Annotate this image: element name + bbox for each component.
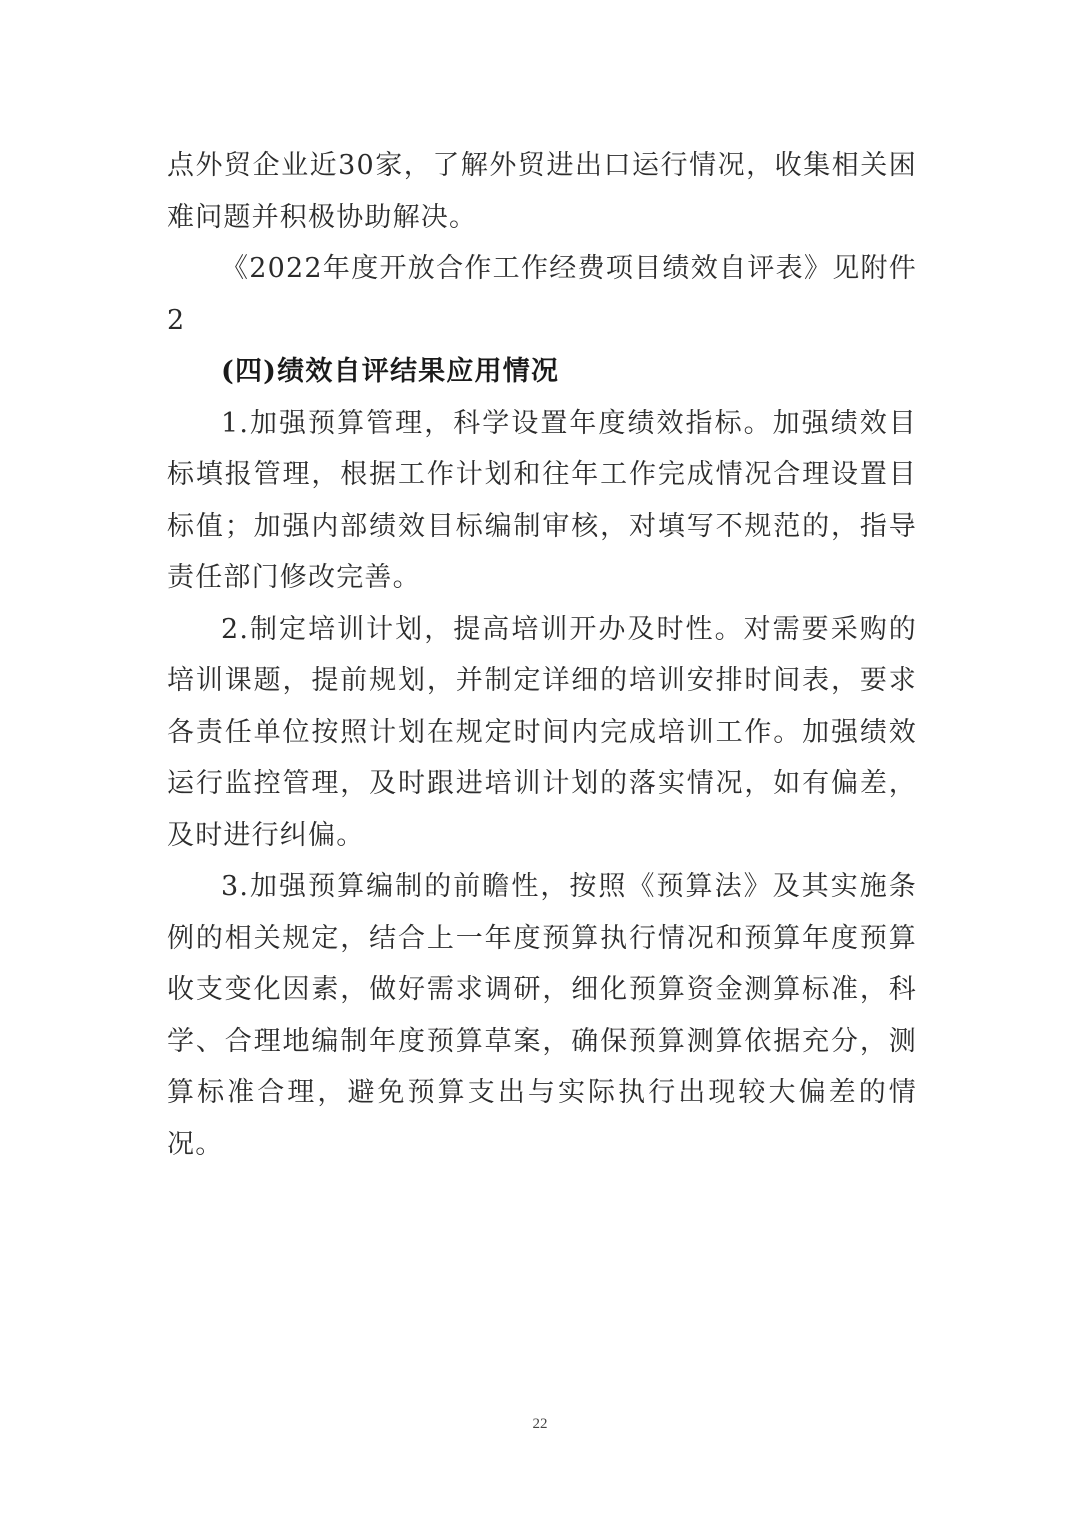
document-body: [167, 140, 917, 1170]
paragraph-item-2: 2.制定培训计划，提高培训开办及时性。对需要采购的培训课题，提前规划，并制定详细的培训安排时间表，要求各责任单位按照计划在规定时间内完成培训工作。加强绩效运行监控管理，及时跟进培训计划的落实情况，如有偏差，及时进行纠偏。: [167, 613, 917, 851]
paragraph-item-3: 3.加强预算编制的前瞻性，按照《预算法》及其实施条例的相关规定，结合上一年度预算执行情况和预算年度预算收支变化因素，做好需求调研，细化预算资金测算标准，科学、合理地编制年度预算草案，确保预算测算依据充分，测算标准合理，避免预算支出与实际执行出现较大偏差的情况。: [167, 871, 917, 1160]
page-number: 22: [532, 1416, 548, 1432]
paragraph-attachment-reference: 《2022年度开放合作工作经费项目绩效自评表》见附件2: [167, 253, 917, 336]
paragraph-item-1: 1.加强预算管理，科学设置年度绩效指标。加强绩效目标填报管理，根据工作计划和往年工作完成情况合理设置目标值；加强内部绩效目标编制审核，对填写不规范的，指导责任部门修改完善。: [167, 407, 917, 593]
section-heading: (四)绩效自评结果应用情况: [221, 356, 560, 387]
paragraph-continuation: 点外贸企业近30家，了解外贸进出口运行情况，收集相关困难问题并积极协助解决。: [167, 150, 917, 233]
